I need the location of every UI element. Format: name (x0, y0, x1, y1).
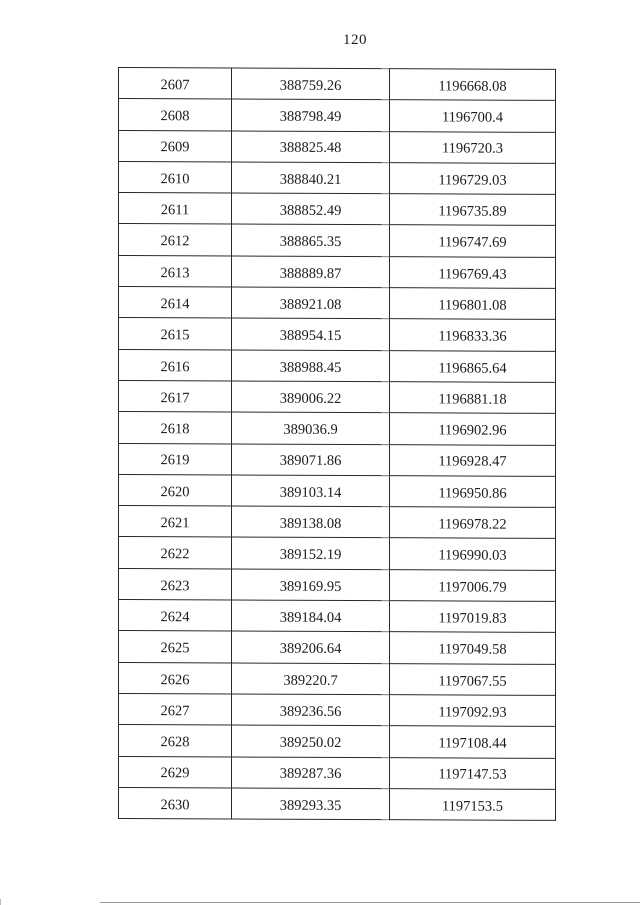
y-coordinate-cell: 1196700.4 (390, 100, 556, 132)
table-row (119, 130, 556, 163)
y-coordinate-cell: 1197153.5 (390, 789, 556, 821)
x-coordinate-cell: 389152.19 (232, 537, 390, 569)
y-coordinate-cell: 1197092.93 (390, 695, 556, 727)
point-id-cell: 2622 (119, 537, 232, 569)
point-id-cell: 2615 (119, 318, 232, 350)
x-coordinate-cell: 388852.49 (232, 193, 390, 225)
y-coordinate-cell: 1197006.79 (390, 569, 556, 601)
table-row (119, 537, 556, 570)
table-row (119, 318, 556, 351)
point-id-cell: 2621 (119, 506, 232, 538)
point-id-cell: 2626 (119, 662, 232, 694)
point-id-cell: 2625 (119, 631, 232, 663)
y-coordinate-cell: 1197019.83 (390, 601, 556, 633)
y-coordinate-cell: 1196729.03 (390, 163, 556, 195)
y-coordinate-cell: 1196990.03 (390, 538, 556, 570)
point-id-cell: 2608 (119, 99, 232, 131)
x-coordinate-cell: 388865.35 (232, 224, 390, 256)
point-id-cell: 2619 (119, 443, 232, 475)
point-id-cell: 2629 (119, 756, 232, 788)
table-row (119, 631, 556, 664)
table-row (119, 161, 556, 194)
y-coordinate-cell: 1196801.08 (390, 288, 556, 320)
point-id-cell: 2616 (119, 349, 232, 381)
x-coordinate-cell: 389220.7 (232, 663, 390, 695)
y-coordinate-cell: 1196735.89 (390, 194, 556, 226)
y-coordinate-cell: 1196865.64 (390, 350, 556, 382)
y-coordinate-cell: 1196833.36 (390, 319, 556, 351)
x-coordinate-cell: 389103.14 (232, 475, 390, 507)
table-row (119, 349, 556, 382)
point-id-cell: 2620 (119, 474, 232, 506)
x-coordinate-cell: 389250.02 (232, 725, 390, 757)
x-coordinate-cell: 388921.08 (232, 287, 390, 319)
point-id-cell: 2609 (119, 130, 232, 162)
table-row (119, 474, 556, 507)
x-coordinate-cell: 389071.86 (232, 444, 390, 476)
point-id-cell: 2618 (119, 412, 232, 444)
x-coordinate-cell: 389236.56 (232, 694, 390, 726)
y-coordinate-cell: 1196928.47 (390, 444, 556, 476)
x-coordinate-cell: 388840.21 (232, 162, 390, 194)
x-coordinate-cell: 389169.95 (232, 569, 390, 601)
point-id-cell: 2630 (119, 787, 232, 819)
y-coordinate-cell: 1196978.22 (390, 507, 556, 539)
table-row (119, 287, 556, 320)
x-coordinate-cell: 388889.87 (232, 256, 390, 288)
y-coordinate-cell: 1196668.08 (390, 69, 556, 101)
y-coordinate-cell: 1196902.96 (390, 413, 556, 445)
y-coordinate-cell: 1197147.53 (390, 757, 556, 789)
table-row (119, 193, 556, 226)
table-row (119, 68, 556, 101)
x-coordinate-cell: 388759.26 (232, 68, 390, 100)
y-coordinate-cell: 1197067.55 (390, 663, 556, 695)
x-coordinate-cell: 389006.22 (232, 381, 390, 413)
table-row (119, 756, 556, 789)
point-id-cell: 2627 (119, 693, 232, 725)
page-number: 120 (343, 32, 367, 48)
y-coordinate-cell: 1196720.3 (390, 131, 556, 163)
table-row (119, 600, 556, 633)
point-id-cell: 2623 (119, 568, 232, 600)
table-row (119, 99, 556, 132)
table-row (119, 725, 556, 758)
point-id-cell: 2617 (119, 380, 232, 412)
coordinate-table (118, 67, 556, 821)
point-id-cell: 2628 (119, 725, 232, 757)
x-coordinate-cell: 388988.45 (232, 350, 390, 382)
table-row (119, 380, 556, 413)
table-row (119, 662, 556, 695)
x-coordinate-cell: 388798.49 (232, 99, 390, 131)
y-coordinate-cell: 1196950.86 (390, 476, 556, 508)
table-row (119, 506, 556, 539)
x-coordinate-cell: 389184.04 (232, 600, 390, 632)
y-coordinate-cell: 1196769.43 (390, 256, 556, 288)
y-coordinate-cell: 1196881.18 (390, 382, 556, 414)
table-row (119, 443, 556, 476)
coordinate-table-body (119, 68, 556, 821)
x-coordinate-cell: 388954.15 (232, 318, 390, 350)
point-id-cell: 2607 (119, 68, 232, 100)
x-coordinate-cell: 389206.64 (232, 631, 390, 663)
y-coordinate-cell: 1197049.58 (390, 632, 556, 664)
scan-edge-mark (0, 899, 1, 905)
x-coordinate-cell: 389138.08 (232, 506, 390, 538)
point-id-cell: 2624 (119, 600, 232, 632)
y-coordinate-cell: 1197108.44 (390, 726, 556, 758)
x-coordinate-cell: 389036.9 (232, 412, 390, 444)
table-row (119, 568, 556, 601)
table-row (119, 255, 556, 288)
table-row (119, 224, 556, 257)
table-row (119, 787, 556, 820)
scan-edge-rule (100, 902, 640, 903)
point-id-cell: 2610 (119, 161, 232, 193)
x-coordinate-cell: 389293.35 (232, 788, 390, 820)
table-row (119, 412, 556, 445)
y-coordinate-cell: 1196747.69 (390, 225, 556, 257)
table-row (119, 693, 556, 726)
point-id-cell: 2613 (119, 255, 232, 287)
point-id-cell: 2612 (119, 224, 232, 256)
x-coordinate-cell: 388825.48 (232, 131, 390, 163)
point-id-cell: 2611 (119, 193, 232, 225)
x-coordinate-cell: 389287.36 (232, 757, 390, 789)
point-id-cell: 2614 (119, 287, 232, 319)
